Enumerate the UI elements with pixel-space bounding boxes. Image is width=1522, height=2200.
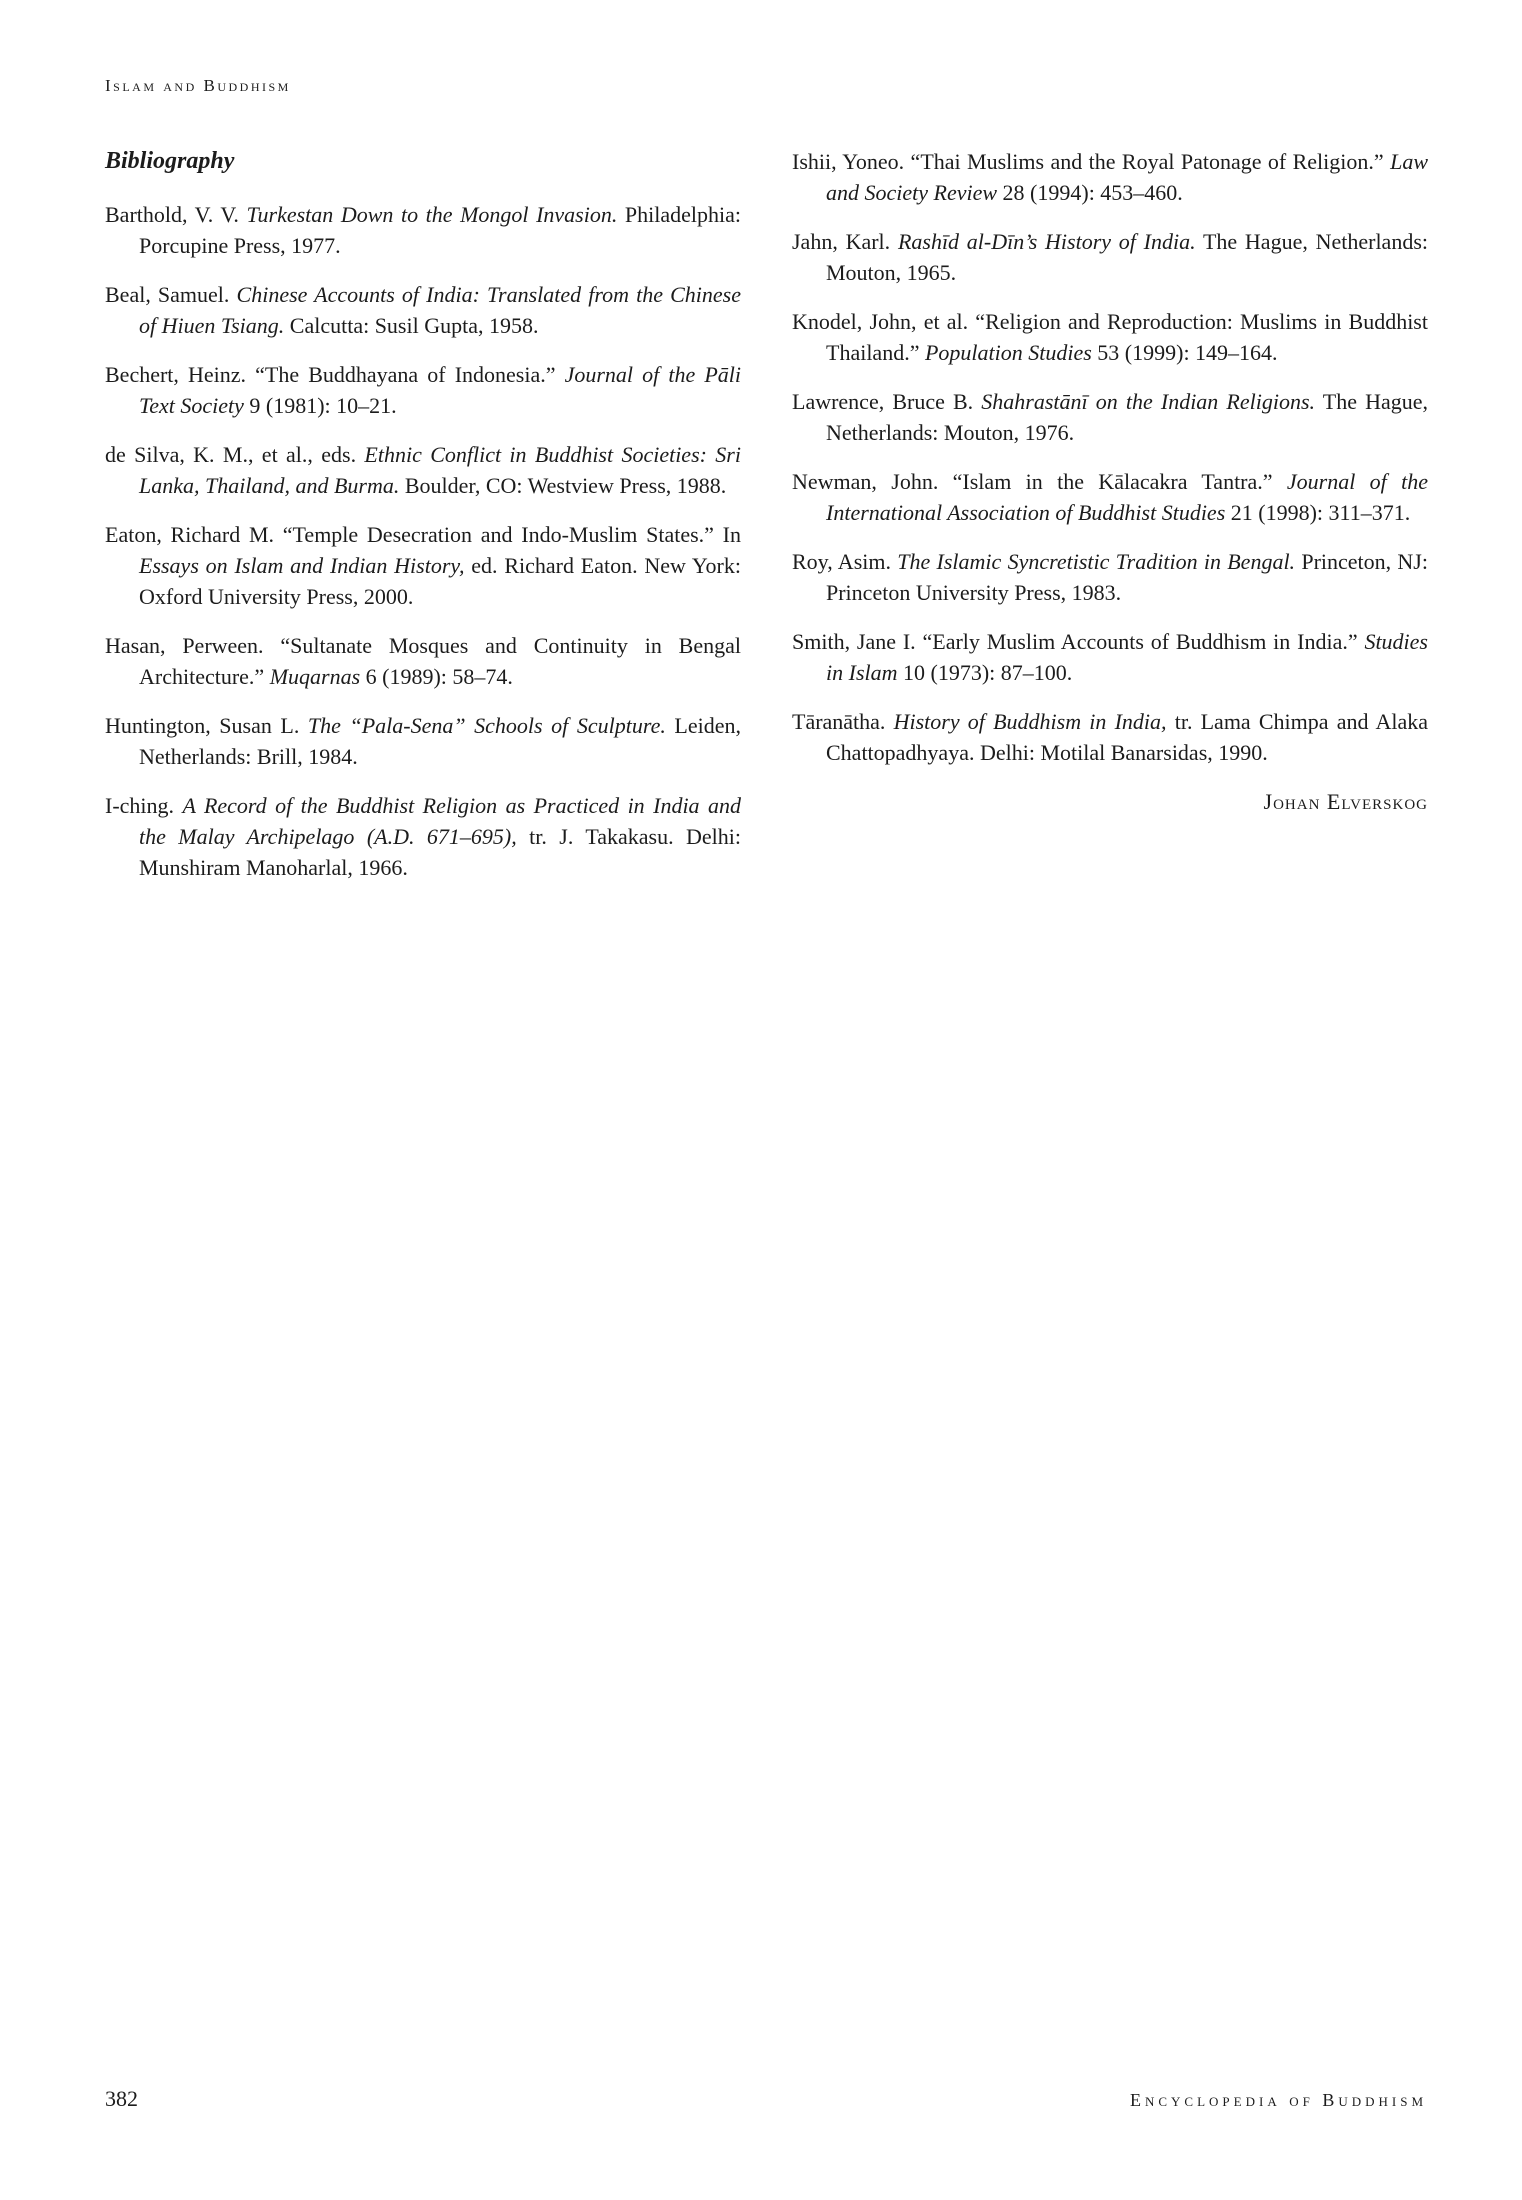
entry-title: Journal of the Pāli Text Society xyxy=(139,362,742,418)
running-head: Islam and Buddhism xyxy=(105,76,291,95)
entry-text: The Hague, Netherlands: Mouton, 1976. xyxy=(826,389,1428,445)
entry-text: Philadelphia: Porcupine Press, 1977. xyxy=(139,202,741,258)
page-number: 382 xyxy=(105,2086,138,2111)
entry-text: 9 (1981): 10–21. xyxy=(243,393,397,418)
bibliography-heading: Bibliography xyxy=(105,148,235,174)
entry-text: Leiden, Netherlands: Brill, 1984. xyxy=(139,713,741,769)
entry-text: Knodel, John, et al. “Religion and Reproduction: Muslims in Buddhist Thailand.” xyxy=(792,309,1428,365)
entry-title: Shahrastānī on the Indian Religions. xyxy=(981,389,1316,414)
entry-text: de Silva, K. M., et al., eds. xyxy=(105,442,365,467)
entry-text: The Hague, Netherlands: Mouton, 1965. xyxy=(826,229,1428,285)
bibliography-entry xyxy=(792,226,1428,288)
entry-text: Newman, John. “Islam in the Kālacakra Tantra.” xyxy=(792,469,1287,494)
entry-title: The Islamic Syncretistic Tradition in Bengal. xyxy=(897,549,1296,574)
entry-title: Studies in Islam xyxy=(826,629,1428,685)
entry-text: I-ching. xyxy=(105,793,183,818)
entry-title: Rashīd al-Dīn’s History of India. xyxy=(897,229,1196,254)
entry-text: Calcutta: Susil Gupta, 1958. xyxy=(284,313,539,338)
entry-title: Journal of the International Association of Buddhist Studies xyxy=(826,469,1428,525)
entry-title: Essays on Islam and Indian History, xyxy=(139,553,465,578)
entry-title: Ethnic Conflict in Buddhist Societies: Sri Lanka, Thailand, and Burma. xyxy=(139,442,741,498)
entry-text: ed. Richard Eaton. New York: Oxford University Press, 2000. xyxy=(139,553,741,609)
entry-text: Roy, Asim. xyxy=(792,549,898,574)
bibliography-entry xyxy=(105,630,741,692)
bibliography-entry xyxy=(105,710,741,772)
entry-title: Turkestan Down to the Mongol Invasion. xyxy=(246,202,618,227)
entry-text: Bechert, Heinz. “The Buddhayana of Indonesia.” xyxy=(105,362,565,387)
entry-text: Smith, Jane I. “Early Muslim Accounts of Buddhism in India.” xyxy=(792,629,1365,654)
entry-text: Tāranātha. xyxy=(792,709,894,734)
entry-text: Huntington, Susan L. xyxy=(105,713,308,738)
entry-text: Beal, Samuel. xyxy=(105,282,237,307)
bibliography-list-left xyxy=(105,199,741,883)
bibliography-entry xyxy=(105,519,741,612)
bibliography-entry xyxy=(792,146,1428,208)
entry-text: Jahn, Karl. xyxy=(792,229,898,254)
bibliography-entry xyxy=(792,626,1428,688)
entry-title: Population Studies xyxy=(924,340,1092,365)
bibliography-entry xyxy=(105,279,741,341)
bibliography-entry xyxy=(105,790,741,883)
entry-title: Muqarnas xyxy=(269,664,361,689)
entry-text: Eaton, Richard M. “Temple Desecration and Indo-Muslim States.” In xyxy=(105,522,741,547)
entry-text: Ishii, Yoneo. “Thai Muslims and the Royal Patonage of Religion.” xyxy=(792,149,1391,174)
bibliography-right-column xyxy=(792,146,1428,817)
entry-text: 21 (1998): 311–371. xyxy=(1225,500,1411,525)
bibliography-list-right xyxy=(792,146,1428,768)
entry-text: tr. Lama Chimpa and Alaka Chattopadhyaya. Delhi: Motilal Banarsidas, 1990. xyxy=(826,709,1428,765)
entry-title: Chinese Accounts of India: Translated from the Chinese of Hiuen Tsiang. xyxy=(139,282,741,338)
running-foot: Encyclopedia of Buddhism xyxy=(1129,2090,1427,2110)
entry-title: History of Buddhism in India, xyxy=(893,709,1167,734)
author-signature: Johan Elverskog xyxy=(1263,789,1428,814)
bibliography-entry xyxy=(792,466,1428,528)
bibliography-entry xyxy=(792,546,1428,608)
bibliography-entry xyxy=(792,386,1428,448)
bibliography-entry xyxy=(105,199,741,261)
entry-text: 28 (1994): 453–460. xyxy=(997,180,1183,205)
bibliography-entry xyxy=(105,439,741,501)
entry-title: The “Pala-Sena” Schools of Sculpture. xyxy=(307,713,666,738)
entry-title: Law and Society Review xyxy=(826,149,1428,205)
entry-text: 10 (1973): 87–100. xyxy=(897,660,1073,685)
bibliography-entry xyxy=(105,359,741,421)
bibliography-entry xyxy=(792,706,1428,768)
entry-text: Boulder, CO: Westview Press, 1988. xyxy=(399,473,727,498)
entry-text: Hasan, Perween. “Sultanate Mosques and Continuity in Bengal Architecture.” xyxy=(105,633,741,689)
entry-text: 53 (1999): 149–164. xyxy=(1091,340,1278,365)
entry-text: tr. J. Takakasu. Delhi: Munshiram Manoharlal, 1966. xyxy=(139,824,741,880)
entry-text: Barthold, V. V. xyxy=(105,202,247,227)
entry-text: Princeton, NJ: Princeton University Press, 1983. xyxy=(826,549,1428,605)
entry-text: 6 (1989): 58–74. xyxy=(360,664,513,689)
bibliography-left-column xyxy=(105,146,741,901)
bibliography-entry xyxy=(792,306,1428,368)
entry-title: A Record of the Buddhist Religion as Practiced in India and the Malay Archipelago (A.D. 671–695), xyxy=(139,793,741,849)
entry-text: Lawrence, Bruce B. xyxy=(792,389,982,414)
